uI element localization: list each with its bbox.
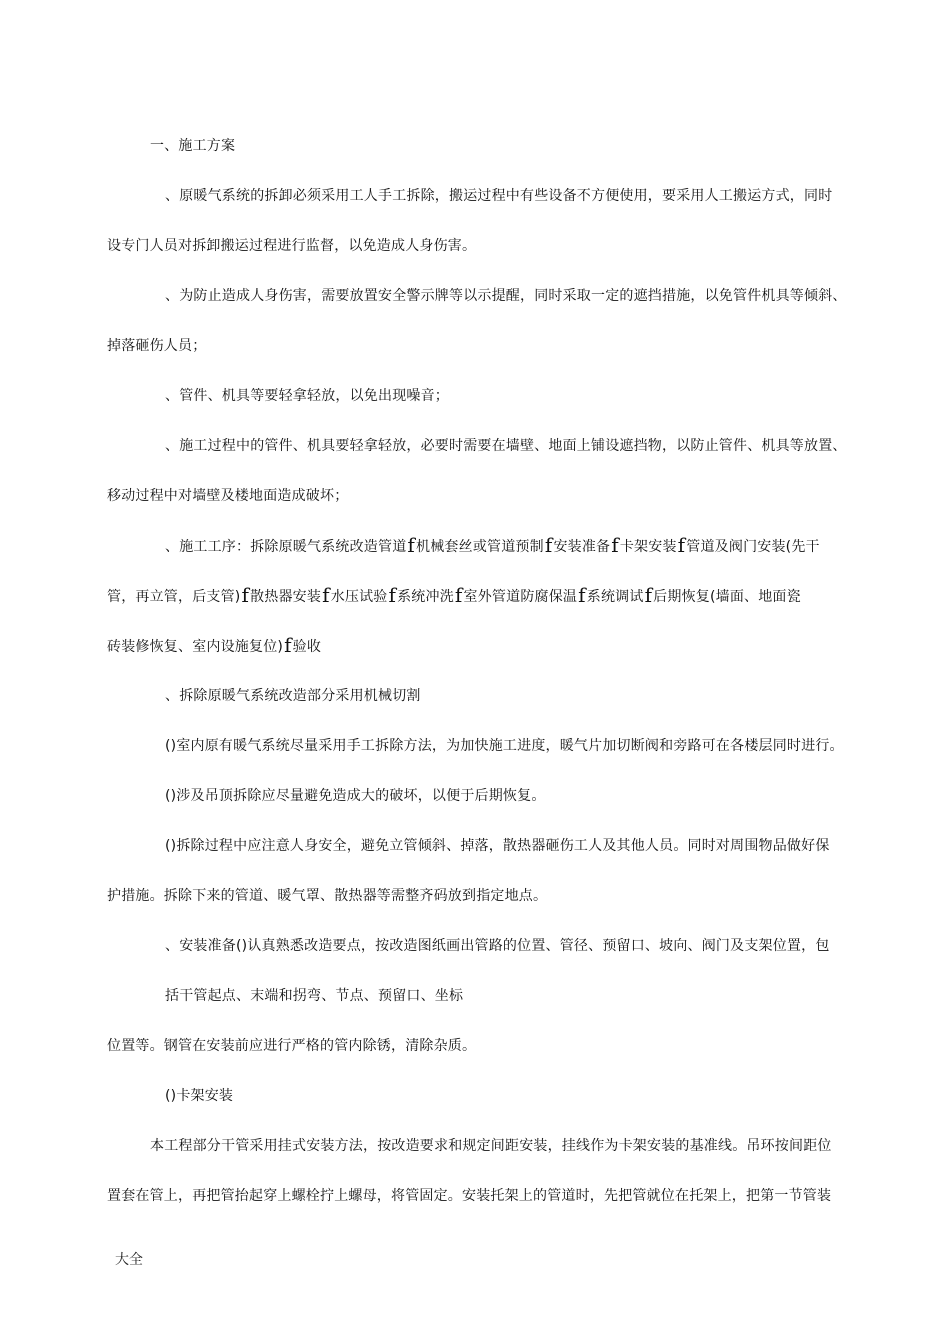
- process-step-text: 管道及阀门安装(先干: [686, 539, 820, 555]
- process-step-text: 系统调试: [586, 589, 644, 605]
- paragraph-12-line-1: 本工程部分干管采用挂式安装方法，按改造要求和规定间距安装，挂线作为卡架安装的基准线。吊环按间距位: [150, 1138, 832, 1154]
- arrow-glyph: f: [407, 533, 416, 557]
- paragraph-2-line-1: 、为防止造成人身伤害，需要放置安全警示牌等以示提醒，同时采取一定的遮挡措施，以免管件机具等倾斜、: [165, 288, 847, 304]
- paragraph-8-line-1: ()涉及吊顶拆除应尽量避免造成大的破坏，以便于后期恢复。: [165, 788, 546, 804]
- process-step-text: 机械套丝或管道预制: [416, 539, 544, 555]
- arrow-glyph: f: [677, 533, 686, 557]
- arrow-glyph: f: [611, 533, 619, 557]
- process-step-text: 后期恢复(墙面、地面瓷: [653, 589, 801, 605]
- paragraph-4-line-2: 移动过程中对墙壁及楼地面造成破坏；: [107, 488, 349, 504]
- arrow-glyph: f: [322, 583, 330, 607]
- process-step-text: 室外管道防腐保温: [463, 589, 578, 605]
- arrow-glyph: f: [578, 583, 586, 607]
- arrow-glyph: f: [284, 633, 292, 657]
- arrow-glyph: f: [241, 583, 250, 607]
- paragraph-1-line-1: 、原暖气系统的拆卸必须采用工人手工拆除，搬运过程中有些设备不方便使用，要采用人工搬运方式，同时: [165, 188, 833, 204]
- paragraph-10-line-3: 位置等。钢管在安装前应进行严格的管内除锈，清除杂质。: [107, 1038, 477, 1054]
- process-step-text: 砖装修恢复、室内设施复位): [107, 639, 284, 655]
- paragraph-1-line-2: 设专门人员对拆卸搬运过程进行监督，以免造成人身伤害。: [107, 238, 477, 254]
- paragraph-10-line-2: 括干管起点、末端和拐弯、节点、预留口、坐标: [165, 988, 464, 1004]
- paragraph-5-line-3: [107, 633, 322, 657]
- arrow-glyph: f: [388, 583, 397, 607]
- paragraph-12-line-2: 置套在管上，再把管抬起穿上螺栓拧上螺母，将管固定。安装托架上的管道时，先把管就位在托架上，把第一节管装: [107, 1188, 832, 1204]
- arrow-glyph: f: [454, 583, 463, 607]
- page-footer: 大全: [115, 1252, 143, 1268]
- paragraph-7-line-1: ()室内原有暖气系统尽量采用手工拆除方法，为加快施工进度，暖气片加切断阀和旁路可在各楼层同时进行。: [165, 738, 844, 754]
- section-heading: 一、施工方案: [150, 138, 236, 154]
- process-step-text: 管，再立管，后支管): [107, 589, 241, 605]
- paragraph-6-line-1: 、拆除原暖气系统改造部分采用机械切割: [165, 688, 421, 704]
- paragraph-11-line-1: ()卡架安装: [165, 1088, 234, 1104]
- process-step-text: 卡架安装: [619, 539, 677, 555]
- paragraph-4-line-1: 、施工过程中的管件、机具要轻拿轻放，必要时需要在墙壁、地面上铺设遮挡物，以防止管件、机具等放置、: [165, 438, 847, 454]
- paragraph-5-line-1: [165, 533, 820, 557]
- process-step-text: 安装准备: [553, 539, 611, 555]
- paragraph-3-line-1: 、管件、机具等要轻拿轻放，以免出现噪音；: [165, 388, 449, 404]
- process-step-text: 验收: [292, 639, 322, 655]
- paragraph-5-line-2: [107, 583, 801, 607]
- paragraph-10-line-1: 、安装准备()认真熟悉改造要点，按改造图纸画出管路的位置、管径、预留口、坡向、阀门及支架位置，包: [165, 938, 830, 954]
- process-step-text: 散热器安装: [250, 589, 322, 605]
- paragraph-9-line-2: 护措施。拆除下来的管道、暖气罩、散热器等需整齐码放到指定地点。: [107, 888, 548, 904]
- paragraph-2-line-2: 掉落砸伤人员；: [107, 338, 207, 354]
- process-step-text: 水压试验: [330, 589, 388, 605]
- arrow-glyph: f: [544, 533, 553, 557]
- process-step-text: 、施工工序：拆除原暖气系统改造管道: [165, 539, 407, 555]
- arrow-glyph: f: [644, 583, 653, 607]
- paragraph-9-line-1: ()拆除过程中应注意人身安全，避免立管倾斜、掉落，散热器砸伤工人及其他人员。同时对周围物品做好保: [165, 838, 830, 854]
- process-step-text: 系统冲洗: [397, 589, 454, 605]
